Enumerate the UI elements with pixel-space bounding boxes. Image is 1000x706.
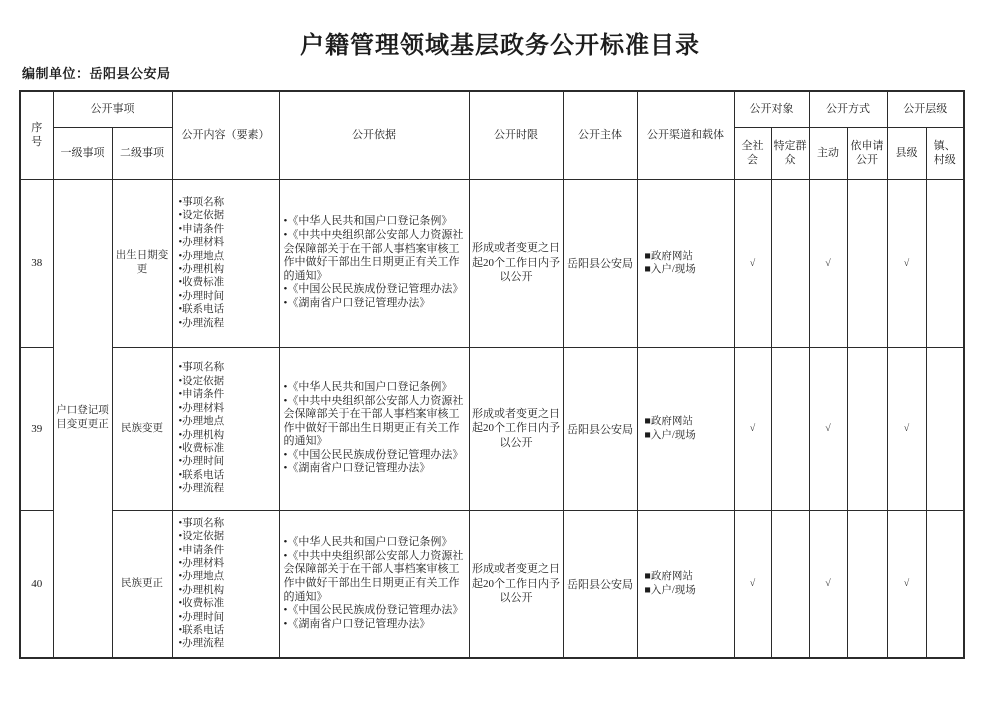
header-method-request: 依申请公开: [847, 127, 887, 179]
header-audience-group: 公开对象: [734, 91, 809, 127]
check-level-town: [926, 347, 964, 510]
header-item-l1: 一级事项: [53, 127, 112, 179]
check-audience-specific: [771, 347, 809, 510]
header-level-town: 镇、村级: [926, 127, 964, 179]
header-seq-label: 序号: [31, 122, 43, 149]
page-title: 户籍管理领域基层政务公开标准目录: [300, 33, 700, 59]
basis-list: •《中华人民共和国户口登记条例》 •《中共中央组织部公安部人力资源社会保障部关于在干部人事档案审核工作中做好干部出生日期更正有关工作的通知》 •《中国公民民族成份登记管理办法》 •《湖南省户口登记管理办法》: [283, 536, 464, 630]
check-audience-all: √: [734, 347, 771, 510]
check-level-county: √: [887, 510, 926, 658]
cell-channels: [637, 179, 734, 347]
header-method-active: 主动: [809, 127, 847, 179]
check-audience-specific: [771, 179, 809, 347]
check-method-active: √: [809, 179, 847, 347]
table-row-39: [20, 347, 964, 510]
check-method-request: [847, 179, 887, 347]
basis-list: •《中华人民共和国户口登记条例》 •《中共中央组织部公安部人力资源社会保障部关于在干部人事档案审核工作中做好干部出生日期更正有关工作的通知》 •《中国公民民族成份登记管理办法》 •《湖南省户口登记管理办法》: [283, 215, 464, 309]
header-basis: 公开依据: [279, 91, 469, 179]
content-list: •事项名称 •设定依据 •申请条件 •办理材料 •办理地点 •办理机构 •收费标准 •办理时间 •联系电话 •办理流程: [178, 196, 225, 329]
cell-item-l2: 出生日期变更: [112, 179, 172, 347]
cell-basis: [279, 510, 469, 658]
channels-list: ■政府网站 ■入户/现场: [644, 416, 696, 441]
header-seq: [20, 91, 53, 179]
cell-content: [172, 179, 279, 347]
cell-channels: [637, 510, 734, 658]
header-channels: 公开渠道和载体: [637, 91, 734, 179]
table-row-40: [20, 510, 964, 658]
header-item-group: 公开事项: [53, 91, 172, 127]
check-method-active: √: [809, 347, 847, 510]
check-level-county: √: [887, 179, 926, 347]
channels-list: ■政府网站 ■入户/现场: [644, 571, 696, 596]
cell-seq: 40: [20, 510, 53, 658]
cell-subject: 岳阳县公安局: [563, 347, 637, 510]
cell-time-limit: 形成或者变更之日起20个工作日内予以公开: [469, 179, 563, 347]
check-audience-all: √: [734, 510, 771, 658]
cell-channels: [637, 347, 734, 510]
cell-item-l2: 民族变更: [112, 347, 172, 510]
cell-basis: [279, 179, 469, 347]
compiler-label: 编制单位：岳阳县公安局: [22, 66, 171, 81]
cell-content: [172, 510, 279, 658]
channels-list: ■政府网站 ■入户/现场: [644, 250, 696, 275]
header-audience-all: 全社会: [734, 127, 771, 179]
header-content: 公开内容（要素）: [172, 91, 279, 179]
cell-subject: 岳阳县公安局: [563, 510, 637, 658]
header-item-l2: 二级事项: [112, 127, 172, 179]
header-level-group: 公开层级: [887, 91, 964, 127]
content-list: •事项名称 •设定依据 •申请条件 •办理材料 •办理地点 •办理机构 •收费标准 •办理时间 •联系电话 •办理流程: [178, 362, 225, 495]
cell-time-limit: 形成或者变更之日起20个工作日内予以公开: [469, 347, 563, 510]
check-method-request: [847, 510, 887, 658]
table-row-38: [20, 179, 964, 347]
cell-item-l1-merged: 户口登记项目变更更正: [53, 179, 112, 658]
cell-time-limit: 形成或者变更之日起20个工作日内予以公开: [469, 510, 563, 658]
check-level-town: [926, 510, 964, 658]
check-audience-all: √: [734, 179, 771, 347]
header-audience-specific: 特定群众: [771, 127, 809, 179]
cell-subject: 岳阳县公安局: [563, 179, 637, 347]
cell-content: [172, 347, 279, 510]
header-row-groups: [20, 91, 964, 127]
check-method-active: √: [809, 510, 847, 658]
header-time-limit: 公开时限: [469, 91, 563, 179]
header-method-group: 公开方式: [809, 91, 887, 127]
check-method-request: [847, 347, 887, 510]
cell-seq: 39: [20, 347, 53, 510]
check-level-town: [926, 179, 964, 347]
basis-list: •《中华人民共和国户口登记条例》 •《中共中央组织部公安部人力资源社会保障部关于在干部人事档案审核工作中做好干部出生日期更正有关工作的通知》 •《中国公民民族成份登记管理办法》 •《湖南省户口登记管理办法》: [283, 380, 464, 475]
header-subject: 公开主体: [563, 91, 637, 179]
header-level-county: 县级: [887, 127, 926, 179]
cell-item-l2: 民族更正: [112, 510, 172, 658]
content-list: •事项名称 •设定依据 •申请条件 •办理材料 •办理地点 •办理机构 •收费标准 •办理时间 •联系电话 •办理流程: [178, 517, 225, 650]
catalog-table: [19, 90, 965, 659]
cell-seq: 38: [20, 179, 53, 347]
cell-basis: [279, 347, 469, 510]
check-level-county: √: [887, 347, 926, 510]
check-audience-specific: [771, 510, 809, 658]
